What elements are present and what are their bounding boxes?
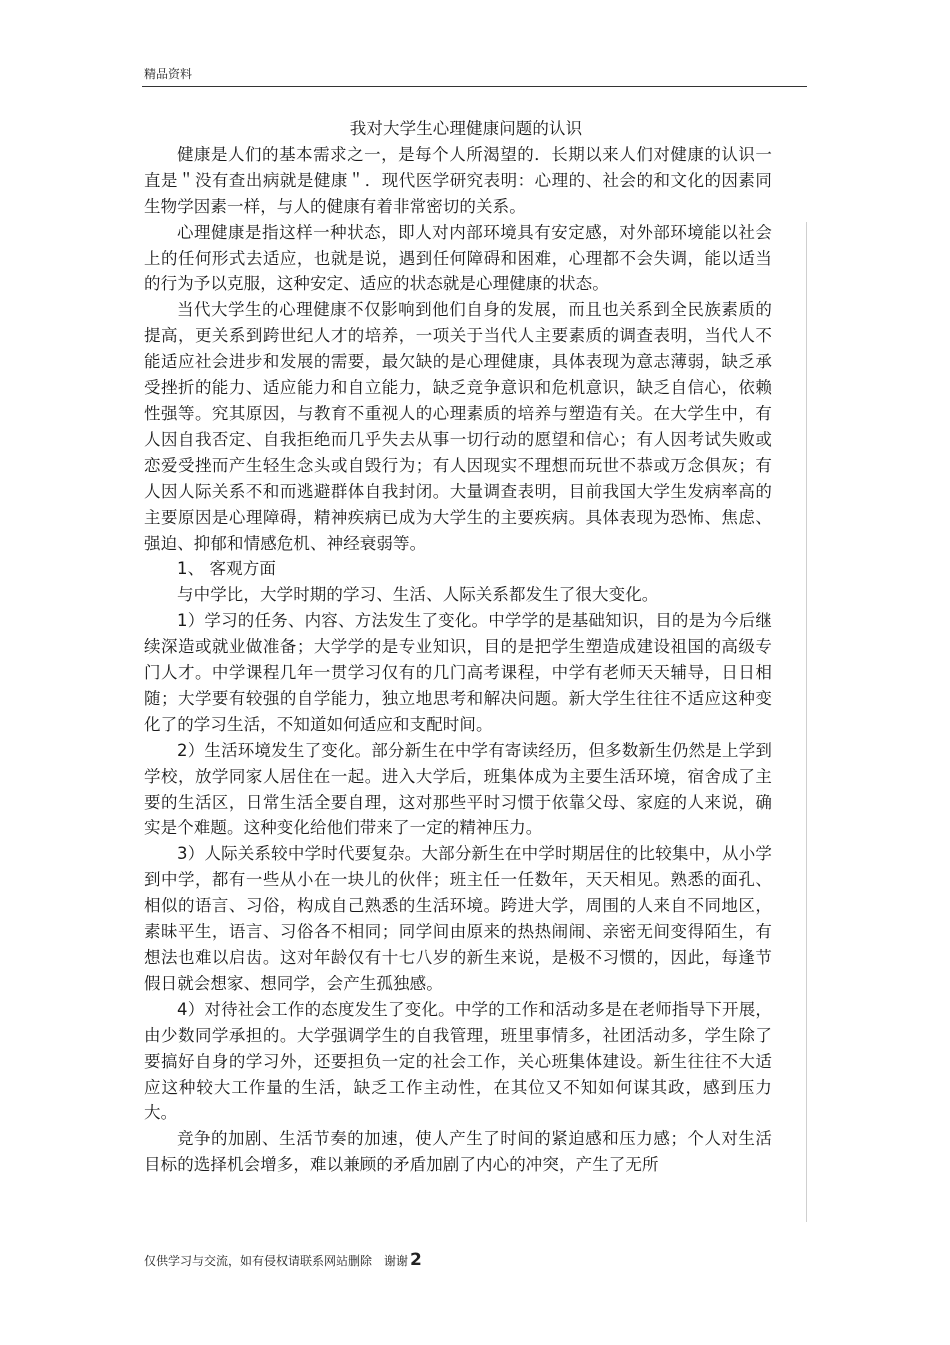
header-divider [142,86,807,87]
page-footer [144,1252,422,1269]
document-body [144,116,772,1178]
paragraph-point-1: 1）学习的任务、内容、方法发生了变化。中学学的是基础知识，目的是为今后继续深造或就业做准备；大学学的是专业知识，目的是把学生塑造成建设祖国的高级专门人才。中学课程几年一贯学习仅有的几门高考课程，中学有老师天天辅导，日日相随；大学要有较强的自学能力，独立地思考和解决问题。新大学生往往不适应这种变化了的学习生活，不知道如何适应和支配时间。 [144,611,772,734]
paragraph-current-state: 当代大学生的心理健康不仅影响到他们自身的发展，而且也关系到全民族素质的提高，更关系到跨世纪人才的培养，一项关于当代人主要素质的调查表明，当代人不能适应社会进步和发展的需要，最欠缺的是心理健康，具体表现为意志薄弱，缺乏承受挫折的能力、适应能力和自立能力，缺乏竞争意识和危机意识，缺乏自信心，依赖性强等。究其原因，与教育不重视人的心理素质的培养与塑造有关。在大学生中，有人因自我否定、自我拒绝而几乎失去从事一切行动的愿望和信心；有人因考试失败或恋爱受挫而产生轻生念头或自毁行为；有人因现实不理想而玩世不恭或万念俱灰；有人因人际关系不和而逃避群体自我封闭。大量调查表明，目前我国大学生发病率高的主要原因是心理障碍，精神疾病已成为大学生的主要疾病。具体表现为恐怖、焦虑、强迫、抑郁和情感危机、神经衰弱等。 [144,300,772,553]
section-heading-objective: 1、 客观方面 [177,559,276,579]
footer-thanks: 谢谢 [384,1254,409,1268]
paragraph-point-3: 3）人际关系较中学时代要复杂。大部分新生在中学时期居住的比较集中，从小学到中学，都有一些从小在一块儿的伙伴；班主任一任数年，天天相见。熟悉的面孔、相似的语言、习俗，构成自己熟悉的生活环境。跨进大学，周围的人来自不同地区，素昧平生，语言、习俗各不相同；同学间由原来的热热闹闹、亲密无间变得陌生，有想法也难以启齿。这对年龄仅有十七八岁的新生来说，是极不习惯的，因此，每逢节假日就会想家、想同学，会产生孤独感。 [144,844,772,993]
right-margin-line [806,222,807,1222]
paragraph-competition: 竞争的加剧、生活节奏的加速，使人产生了时间的紧迫感和压力感；个人对生活目标的选择机会增多，难以兼顾的矛盾加剧了内心的冲突，产生了无所 [144,1129,772,1175]
paragraph-point-2: 2）生活环境发生了变化。部分新生在中学有寄读经历，但多数新生仍然是上学到学校，放学同家人居住在一起。进入大学后，班集体成为主要生活环境，宿舍成了主要的生活区，日常生活全要自理，这对那些平时习惯于依靠父母、家庭的人来说，确实是个难题。这种变化给他们带来了一定的精神压力。 [144,740,772,838]
paragraph-intro: 健康是人们的基本需求之一，是每个人所渴望的．长期以来人们对健康的认识一直是＂没有查出病就是健康＂．现代医学研究表明：心理的、社会的和文化的因素同生物学因素一样，与人的健康有着非常密切的关系。 [144,144,772,216]
footer-disclaimer: 仅供学习与交流，如有侵权请联系网站删除 [144,1254,373,1268]
header-label: 精品资料 [144,67,193,81]
page-number: 2 [410,1250,422,1270]
document-title: 我对大学生心理健康问题的认识 [349,119,583,138]
paragraph-definition: 心理健康是指这样一种状态，即人对内部环境具有安定感，对外部环境能以社会上的任何形式去适应，也就是说，遇到任何障碍和困难，心理都不会失调，能以适当的行为予以克服，这种安定、适应的状态就是心理健康的状态。 [144,222,772,294]
paragraph-comparison: 与中学比，大学时期的学习、生活、人际关系都发生了很大变化。 [177,585,659,605]
paragraph-point-4: 4）对待社会工作的态度发生了变化。中学的工作和活动多是在老师指导下开展，由少数同学承担的。大学强调学生的自我管理，班里事情多，社团活动多，学生除了要搞好自身的学习外，还要担负一定的社会工作，关心班集体建设。新生往往不大适应这种较大工作量的生活，缺乏工作主动性，在其位又不知如何谋其政，感到压力大。 [144,999,772,1123]
